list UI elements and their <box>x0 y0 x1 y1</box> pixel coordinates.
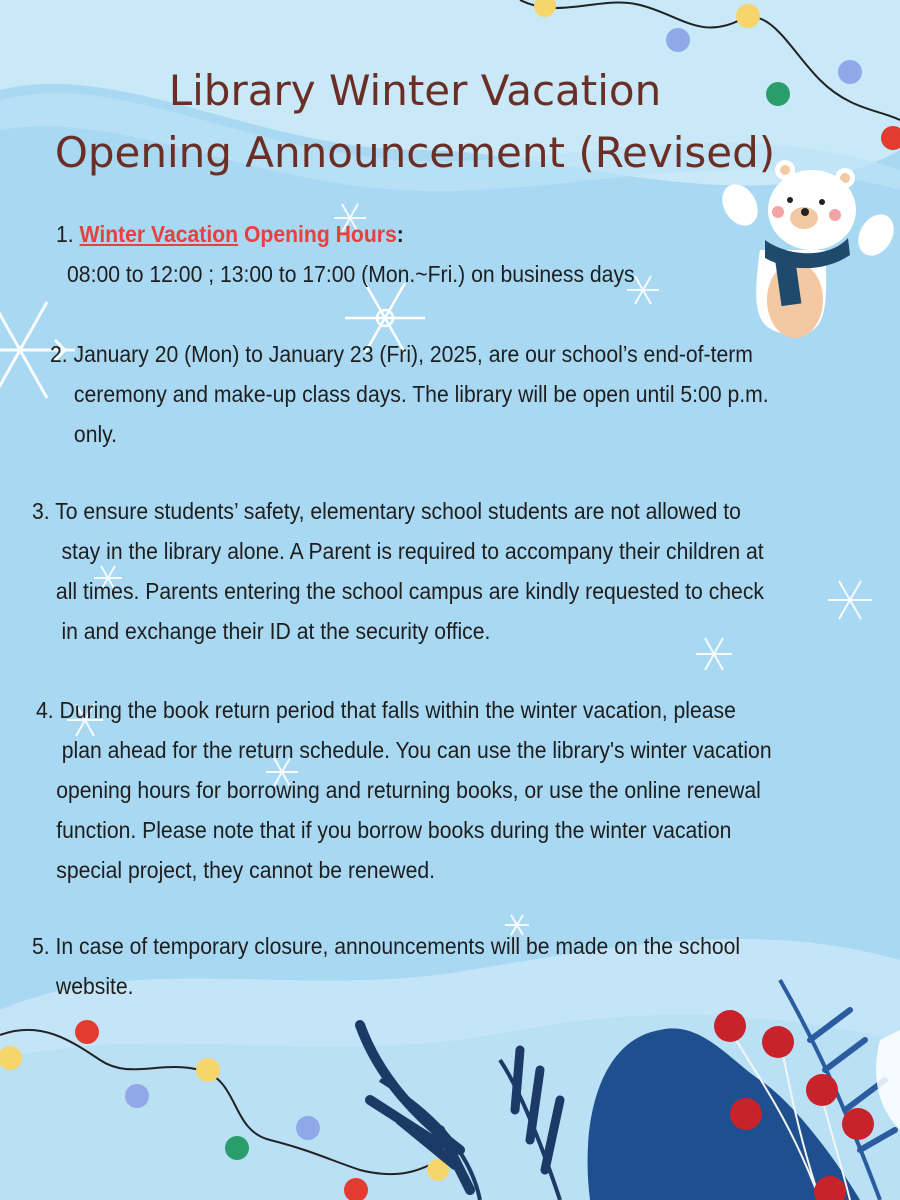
item-student-safety: 3. To ensure students’ safety, elementary school students are not allowed to stay in the library alone. A Parent is required to accompany their children at all times. Parents entering the school campus are kindly requested to check in and exchange their ID at the security office. <box>32 498 764 644</box>
item-heading: 1. Winter Vacation Opening Hours: <box>56 221 404 247</box>
title-line-2: Opening Announcement (Revised) <box>54 128 776 177</box>
winter-vacation-label: Winter Vacation <box>79 221 239 247</box>
announcement-title <box>0 60 830 184</box>
item-end-of-term: 2. January 20 (Mon) to January 23 (Fri), 2025, are our school’s end-of-term ceremony and make-up class days. The library will be open until 5:00 p.m. only. <box>50 341 769 447</box>
item-book-return: 4. During the book return period that falls within the winter vacation, please plan ahead for the return schedule. You can use the library's winter vacation opening hours for borrowing and returning books, or use the online renewal function. Please note that if you borrow books during the winter vacation special project, they cannot be renewed. <box>36 697 772 883</box>
opening-hours-label: Opening Hours <box>238 221 397 247</box>
opening-hours-value: 08:00 to 12:00 ; 13:00 to 17:00 (Mon.~Fri.) on business days <box>67 261 635 287</box>
item-opening-hours <box>56 214 635 294</box>
item-temporary-closure: 5. In case of temporary closure, announcements will be made on the school website. <box>32 933 741 999</box>
title-line-1: Library Winter Vacation <box>168 66 662 115</box>
